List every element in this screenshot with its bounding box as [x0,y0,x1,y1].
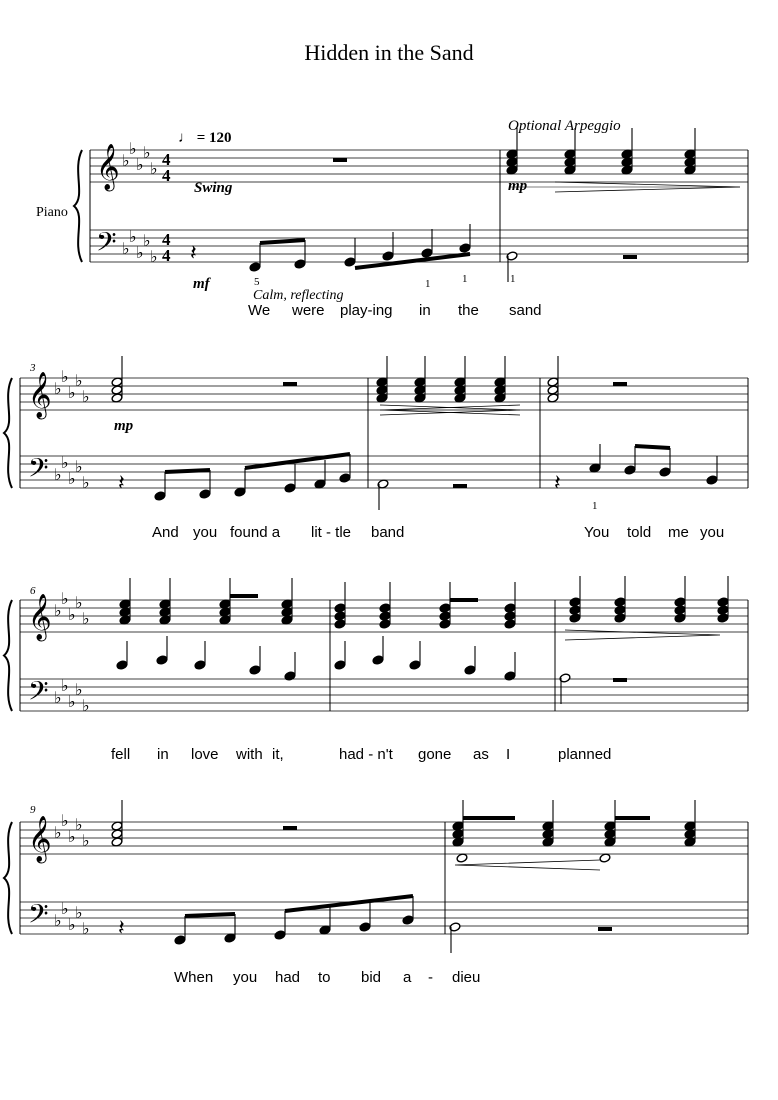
treble-clef: 𝄞 [28,816,52,862]
lyric-syllable: We [248,302,271,319]
flat-sign: ♭ [150,247,158,266]
flat-sign: ♭ [75,815,83,834]
quarter-rest: 𝄽 [118,916,125,941]
lyric-syllable: love [191,746,219,763]
time-signature: 4 [162,150,171,169]
notehead [199,489,211,499]
bass-clef: 𝄢 [96,226,117,264]
notehead [314,479,326,489]
notehead [274,930,286,940]
chord-notehead [684,837,696,847]
notehead [174,935,186,945]
notehead [194,660,206,670]
chord-notehead [159,607,171,617]
flat-sign: ♭ [68,383,76,402]
lyric-syllable: to [318,969,331,986]
chord-notehead [564,157,576,167]
notehead [294,259,306,269]
lyric-syllable: - [428,969,433,986]
half-rest [333,158,347,162]
chord-notehead [439,619,451,629]
notehead [116,660,128,670]
chord-notehead [414,377,426,387]
chord-notehead [334,603,346,613]
chord-notehead [281,615,293,625]
time-signature: 4 [162,230,171,249]
chord-notehead [547,393,559,403]
lyric-syllable: dieu [452,969,481,986]
brace [4,600,12,711]
chord-notehead [111,385,123,395]
flat-sign: ♭ [136,243,144,262]
chord-notehead [504,611,516,621]
lyric-syllable: had [275,969,301,986]
chord-notehead [684,165,696,175]
chord-notehead [111,377,123,387]
chord-notehead [111,837,123,847]
lyric-syllable: the [458,302,479,319]
chord-notehead [379,603,391,613]
half-rest [613,678,627,682]
brace [4,378,12,488]
tempo-marking: ♩ = 120 [178,130,232,146]
lyric-syllable: gone [418,746,452,763]
lyric-syllable: told [627,524,652,541]
flat-sign: ♭ [54,601,62,620]
dynamic-mp-1: mp [508,178,528,194]
notehead [459,243,471,253]
flat-sign: ♭ [61,899,69,918]
notehead [156,655,168,665]
optional-arpeggio-text: Optional Arpeggio [508,118,621,134]
bass-clef: 𝄢 [28,675,49,713]
measure-number-9: 9 [30,804,36,816]
flat-sign: ♭ [75,680,83,699]
flat-sign: ♭ [54,688,62,707]
half-rest [453,484,467,488]
notehead [334,660,346,670]
notehead [599,853,611,863]
notehead [224,933,236,943]
flat-sign: ♭ [54,823,62,842]
flat-sign: ♭ [68,605,76,624]
notehead [382,251,394,261]
chord-notehead [111,393,123,403]
flat-sign: ♭ [129,227,137,246]
notehead [154,491,166,501]
beam [260,240,305,243]
flat-sign: ♭ [61,811,69,830]
chord-notehead [542,821,554,831]
chord-notehead [569,605,581,615]
chord-notehead [614,597,626,607]
lyric-syllable: it, [272,746,284,763]
chord-notehead [604,821,616,831]
notehead [589,463,601,473]
flat-sign: ♭ [75,903,83,922]
bass-clef: 𝄢 [28,898,49,936]
lyric-syllable: play-ing [340,302,393,319]
quarter-rest: 𝄽 [118,471,125,496]
notehead [284,671,296,681]
notehead [339,473,351,483]
lyric-syllable: lit - tle [311,524,352,541]
flat-sign: ♭ [150,159,158,178]
beam [285,896,413,911]
chord-notehead [494,393,506,403]
chord-notehead [542,829,554,839]
chord-notehead [281,607,293,617]
flat-sign: ♭ [68,827,76,846]
flat-sign: ♭ [129,139,137,158]
chord-notehead [494,377,506,387]
chord-notehead [604,837,616,847]
notehead [659,467,671,477]
chord-notehead [614,613,626,623]
notehead [456,853,468,863]
flat-sign: ♭ [54,911,62,930]
chord-notehead [439,611,451,621]
lyric-syllable: You [584,524,610,541]
chord-notehead [604,829,616,839]
notehead [504,671,516,681]
flat-sign: ♭ [75,457,83,476]
time-signature: 4 [162,246,171,265]
chord-notehead [452,837,464,847]
flat-sign: ♭ [136,155,144,174]
chord-notehead [219,615,231,625]
half-rest [283,382,297,386]
chord-notehead [542,837,554,847]
chord-notehead [414,393,426,403]
song-title: Hidden in the Sand [304,40,474,65]
brace [4,822,12,934]
chord-notehead [281,599,293,609]
quarter-rest: 𝄽 [190,241,197,266]
chord-notehead [564,149,576,159]
chord-notehead [119,607,131,617]
lyric-syllable: a [403,969,412,986]
chord-notehead [494,385,506,395]
lyric-syllable: you [193,524,218,541]
chord-notehead [674,613,686,623]
chord-notehead [504,619,516,629]
crescendo-hairpin [455,860,600,870]
chord-notehead [219,607,231,617]
notehead [402,915,414,925]
flat-sign: ♭ [54,465,62,484]
dynamic-mp-2: mp [114,418,134,434]
chord-notehead [334,619,346,629]
chord-notehead [454,393,466,403]
chord-notehead [504,603,516,613]
notehead [706,475,718,485]
chord-notehead [717,613,729,623]
flat-sign: ♭ [143,143,151,162]
flat-sign: ♭ [61,676,69,695]
swing-marking: Swing [194,180,233,196]
flat-sign: ♭ [82,831,90,850]
chord-notehead [717,597,729,607]
chord-notehead [684,821,696,831]
chord-notehead [414,385,426,395]
chord-notehead [452,821,464,831]
chord-notehead [547,385,559,395]
treble-clef: 𝄞 [28,594,52,640]
chord-notehead [119,615,131,625]
flat-sign: ♭ [122,151,130,170]
notehead [319,925,331,935]
chord-notehead [376,385,388,395]
flat-sign: ♭ [82,919,90,938]
chord-notehead [111,829,123,839]
flat-sign: ♭ [82,696,90,715]
flat-sign: ♭ [68,915,76,934]
beam [165,470,210,472]
flat-sign: ♭ [68,469,76,488]
beam [635,446,670,448]
lyric-syllable: I [506,746,511,763]
lyric-syllable: were [292,302,325,319]
chord-notehead [119,599,131,609]
expression-text: Calm, reflecting [253,288,344,303]
chord-notehead [684,157,696,167]
lyric-syllable: When [174,969,214,986]
flat-sign: ♭ [61,589,69,608]
notehead [249,262,261,272]
fingering: 1 [592,500,598,512]
dynamic-mf: mf [193,276,210,292]
chord-notehead [621,149,633,159]
measure-number-6: 6 [30,585,36,597]
flat-sign: ♭ [82,609,90,628]
lyric-syllable: found a [230,524,281,541]
tempo-value: = 120 [196,130,232,146]
chord-notehead [614,605,626,615]
brace [74,150,82,262]
chord-notehead [159,615,171,625]
flat-sign: ♭ [75,593,83,612]
quarter-rest: 𝄽 [554,471,561,496]
treble-clef: 𝄞 [96,144,120,190]
instrument-label: Piano [36,205,68,220]
chord-notehead [684,149,696,159]
chord-notehead [621,165,633,175]
notehead [234,487,246,497]
chord-notehead [452,829,464,839]
beam [185,914,235,916]
flat-sign: ♭ [82,473,90,492]
notehead [464,665,476,675]
flat-sign: ♭ [82,387,90,406]
beam [355,254,470,268]
lyric-syllable: in [419,302,431,319]
chord-notehead [684,829,696,839]
chord-notehead [376,377,388,387]
treble-clef: 𝄞 [28,372,52,418]
notehead [624,465,636,475]
fingering: 1 [510,273,516,285]
lyric-syllable: you [700,524,725,541]
lyric-syllable: me [668,524,689,541]
time-signature: 4 [162,166,171,185]
notehead [421,248,433,258]
fingering: 1 [425,278,431,290]
chord-notehead [621,157,633,167]
decrescendo-hairpin [565,630,720,640]
chord-notehead [506,157,518,167]
flat-sign: ♭ [143,231,151,250]
chord-notehead [376,393,388,403]
notehead [409,660,421,670]
chord-notehead [674,597,686,607]
notehead [359,922,371,932]
chord-notehead [454,385,466,395]
lyric-syllable: planned [558,746,612,763]
measure-number-3: 3 [30,362,36,374]
chord-notehead [379,611,391,621]
chord-notehead [717,605,729,615]
notehead [372,655,384,665]
lyric-syllable: as [473,746,489,763]
lyric-syllable: had - n't [339,746,393,763]
flat-sign: ♭ [122,239,130,258]
flat-sign: ♭ [54,379,62,398]
half-rest [613,382,627,386]
lyric-syllable: bid [361,969,382,986]
lyric-syllable: with [236,746,263,763]
chord-notehead [379,619,391,629]
chord-notehead [569,613,581,623]
fingering: 1 [462,273,468,285]
chord-notehead [159,599,171,609]
chord-notehead [564,165,576,175]
flat-sign: ♭ [75,371,83,390]
notehead [249,665,261,675]
chord-notehead [569,597,581,607]
lyric-syllable: And [152,524,179,541]
notehead [344,257,356,267]
fingering: 5 [254,276,260,288]
flat-sign: ♭ [61,453,69,472]
lyric-syllable: sand [509,302,542,319]
flat-sign: ♭ [68,692,76,711]
bass-clef: 𝄢 [28,452,49,490]
chord-notehead [506,165,518,175]
half-rest [598,927,612,931]
chord-notehead [674,605,686,615]
chord-notehead [334,611,346,621]
half-rest [623,255,637,259]
chord-notehead [454,377,466,387]
half-rest [283,826,297,830]
chord-notehead [111,821,123,831]
lyric-syllable: in [157,746,169,763]
lyric-syllable: you [233,969,258,986]
chord-notehead [506,149,518,159]
lyric-syllable: fell [111,746,131,763]
lyric-syllable: band [371,524,405,541]
chord-notehead [439,603,451,613]
notehead [284,483,296,493]
flat-sign: ♭ [61,367,69,386]
chord-notehead [219,599,231,609]
chord-notehead [547,377,559,387]
